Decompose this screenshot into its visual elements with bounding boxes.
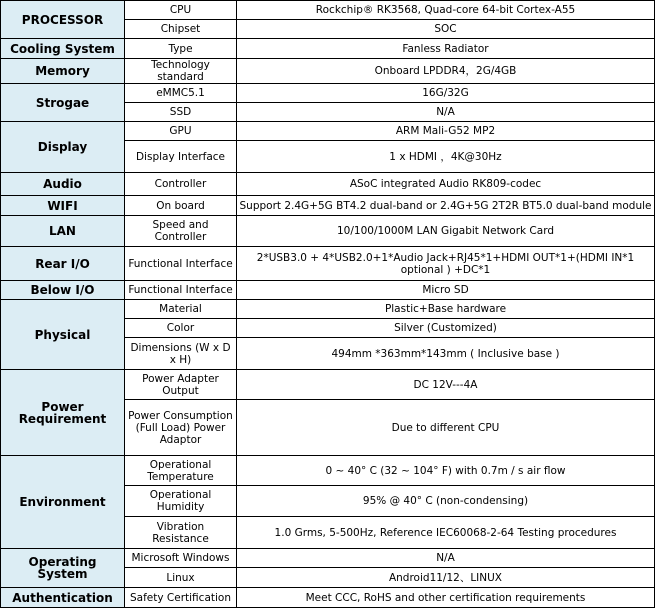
category-wifi: WIFI xyxy=(1,196,125,216)
spec-label: Functional Interface xyxy=(125,281,237,300)
category-lan: LAN xyxy=(1,216,125,247)
spec-value: Due to different CPU xyxy=(237,400,655,456)
spec-value: SOC xyxy=(237,20,655,39)
spec-value: Plastic+Base hardware xyxy=(237,300,655,319)
spec-label: Functional Interface xyxy=(125,247,237,281)
spec-value: 10/100/1000M LAN Gigabit Network Card xyxy=(237,216,655,247)
spec-value: Rockchip® RK3568, Quad-core 64-bit Cortex-A55 xyxy=(237,1,655,20)
category-os: Operating System xyxy=(1,549,125,588)
spec-value: 1.0 Grms, 5-500Hz, Reference IEC60068-2-64 Testing procedures xyxy=(237,517,655,549)
spec-value: Fanless Radiator xyxy=(237,39,655,59)
spec-value: Meet CCC, RoHS and other certification requirements xyxy=(237,588,655,608)
spec-value: Onboard LPDDR4，2G/4GB xyxy=(237,59,655,84)
table-row xyxy=(1,196,655,216)
spec-label: Power Consumption (Full Load) Power Adaptor xyxy=(125,400,237,456)
category-rear-io: Rear I/O xyxy=(1,247,125,281)
spec-label: Vibration Resistance xyxy=(125,517,237,549)
spec-label: Dimensions (W x D x H) xyxy=(125,338,237,370)
spec-value: Android11/12、LINUX xyxy=(237,568,655,588)
spec-label: Color xyxy=(125,319,237,338)
spec-label: CPU xyxy=(125,1,237,20)
table-row xyxy=(1,39,655,59)
category-power: Power Requirement xyxy=(1,370,125,456)
spec-label: Controller xyxy=(125,173,237,196)
table-row xyxy=(1,281,655,300)
category-processor: PROCESSOR xyxy=(1,1,125,39)
table-row xyxy=(1,173,655,196)
spec-label: Type xyxy=(125,39,237,59)
spec-label: Material xyxy=(125,300,237,319)
spec-label: eMMC5.1 xyxy=(125,84,237,103)
table-row xyxy=(1,1,655,20)
table-row xyxy=(1,59,655,84)
table-row xyxy=(1,456,655,486)
table-row xyxy=(1,216,655,247)
spec-label: Linux xyxy=(125,568,237,588)
spec-label: Power Adapter Output xyxy=(125,370,237,400)
spec-value: 1 x HDMI ，4K@30Hz xyxy=(237,141,655,173)
spec-value: 0 ~ 40° C (32 ~ 104° F) with 0.7m / s air flow xyxy=(237,456,655,486)
category-memory: Memory xyxy=(1,59,125,84)
category-display: Display xyxy=(1,122,125,173)
spec-label: SSD xyxy=(125,103,237,122)
spec-label: On board xyxy=(125,196,237,216)
table-row xyxy=(1,588,655,608)
table-row xyxy=(1,84,655,103)
spec-label: Chipset xyxy=(125,20,237,39)
spec-value: Silver (Customized) xyxy=(237,319,655,338)
spec-value: DC 12V---4A xyxy=(237,370,655,400)
category-cooling: Cooling System xyxy=(1,39,125,59)
category-below-io: Below I/O xyxy=(1,281,125,300)
category-auth: Authentication xyxy=(1,588,125,608)
spec-label: Microsoft Windows xyxy=(125,549,237,568)
category-storage: Strogae xyxy=(1,84,125,122)
category-audio: Audio xyxy=(1,173,125,196)
spec-value: N/A xyxy=(237,103,655,122)
spec-label: Technology standard xyxy=(125,59,237,84)
spec-label: GPU xyxy=(125,122,237,141)
table-row xyxy=(1,247,655,281)
category-physical: Physical xyxy=(1,300,125,370)
spec-value: N/A xyxy=(237,549,655,568)
spec-label: Safety Certification xyxy=(125,588,237,608)
spec-value: Support 2.4G+5G BT4.2 dual-band or 2.4G+5G 2T2R BT5.0 dual-band module xyxy=(237,196,655,216)
table-row xyxy=(1,122,655,141)
spec-label: Operational Temperature xyxy=(125,456,237,486)
spec-label: Speed and Controller xyxy=(125,216,237,247)
category-environment: Environment xyxy=(1,456,125,549)
spec-value: Micro SD xyxy=(237,281,655,300)
spec-label: Operational Humidity xyxy=(125,486,237,517)
spec-value: 2*USB3.0 + 4*USB2.0+1*Audio Jack+RJ45*1+HDMI OUT*1+(HDMI IN*1 optional ) +DC*1 xyxy=(237,247,655,281)
spec-value: ARM Mali-G52 MP2 xyxy=(237,122,655,141)
table-row xyxy=(1,300,655,319)
spec-label: Display Interface xyxy=(125,141,237,173)
spec-value: ASoC integrated Audio RK809-codec xyxy=(237,173,655,196)
table-row xyxy=(1,549,655,568)
spec-value: 494mm *363mm*143mm ( Inclusive base ) xyxy=(237,338,655,370)
spec-value: 95% @ 40° C (non-condensing) xyxy=(237,486,655,517)
spec-value: 16G/32G xyxy=(237,84,655,103)
table-row xyxy=(1,370,655,400)
